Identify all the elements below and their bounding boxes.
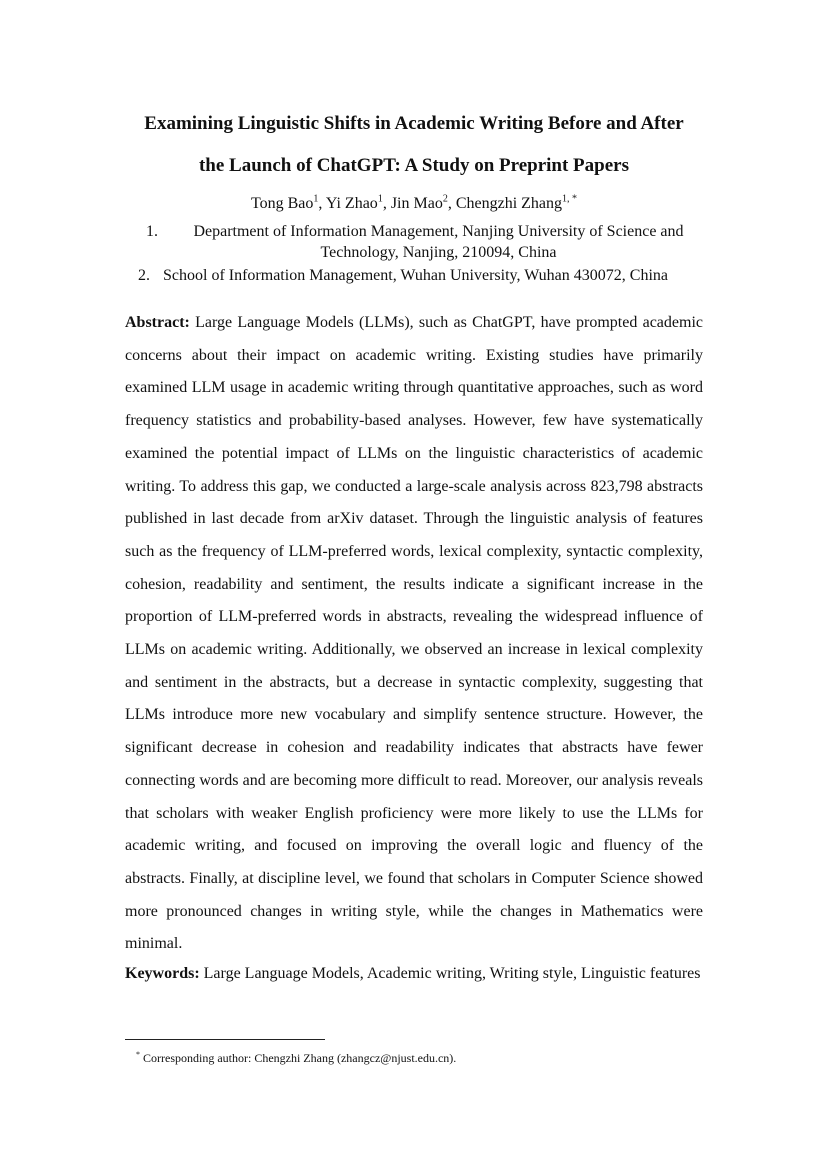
author-affiliation-mark: 1: [313, 193, 319, 205]
abstract: [125, 307, 703, 961]
affiliation-number: 1.: [146, 223, 158, 240]
keywords-text: Large Language Models, Academic writing, Writing style, Linguistic features: [203, 965, 701, 982]
paper-title-line-1: Examining Linguistic Shifts in Academic Writing Before and After: [144, 113, 684, 134]
author-affiliation-mark: 1, *: [562, 193, 578, 205]
author-affiliation-mark: 1: [377, 193, 383, 205]
affiliation-2: [138, 265, 718, 286]
keywords-label: Keywords:: [125, 965, 200, 982]
abstract-label: Abstract:: [125, 314, 190, 331]
affiliation-number: 2.: [138, 267, 150, 284]
affiliation-text: Department of Information Management, Nanjing University of Science and Technology, Nanjing, 210094, China: [193, 223, 684, 261]
footnote: [136, 1050, 456, 1066]
author-name: Tong Bao: [250, 195, 314, 212]
footnote-mark: *: [136, 1050, 140, 1059]
author-name: Jin Mao: [390, 195, 443, 212]
abstract-text: Large Language Models (LLMs), such as ChatGPT, have prompted academic concerns about their impact on academic writing. Existing studies have primarily examined LLM usage in academic writing through quantitative approaches, such as word frequency statistics and probability-based analyses. However, few have systematically examined the potential impact of LLMs on the linguistic characteristics of academic writing. To address this gap, we conducted a large-scale analysis across 823,798 abstracts published in last decade from arXiv dataset. Through the linguistic analysis of features such as the frequency of LLM-preferred words, lexical complexity, syntactic complexity, cohesion, readability and sentiment, the results indicate a significant increase in the proportion of LLM-preferred words in abstracts, revealing the widespread influence of LLMs on academic writing. Additionally, we observed an increase in lexical complexity and sentiment in the abstracts, but a decrease in syntactic complexity, suggesting that LLMs introduce more new vocabulary and simplify sentence structure. However, the significant decrease in cohesion and readability indicates that abstracts have fewer connecting words and are becoming more difficult to read. Moreover, our analysis reveals that scholars with weaker English proficiency were more likely to use the LLMs for academic writing, and focused on improving the overall logic and fluency of the abstracts. Finally, at discipline level, we found that scholars in Computer Science showed more pronounced changes in writing style, while the changes in Mathematics were minimal.: [125, 314, 704, 953]
footnote-divider: [125, 1039, 325, 1040]
affiliation-text: School of Information Management, Wuhan University, Wuhan 430072, China: [163, 267, 668, 284]
paper-title-line-2: the Launch of ChatGPT: A Study on Preprint Papers: [198, 155, 629, 176]
author-name: Yi Zhao: [325, 195, 378, 212]
author-list: Tong Bao$^1$, Yi Zhao$^1$, Jin Mao$^2$, Chengzhi Zhang$^{1, *}$: [250, 193, 578, 212]
keywords: [125, 958, 703, 991]
author-affiliation-mark: 2: [442, 193, 448, 205]
affiliation-1: [146, 221, 706, 263]
footnote-text: Corresponding author: Chengzhi Zhang (zhangcz@njust.edu.cn).: [143, 1051, 457, 1065]
author-name: Chengzhi Zhang: [455, 195, 563, 212]
